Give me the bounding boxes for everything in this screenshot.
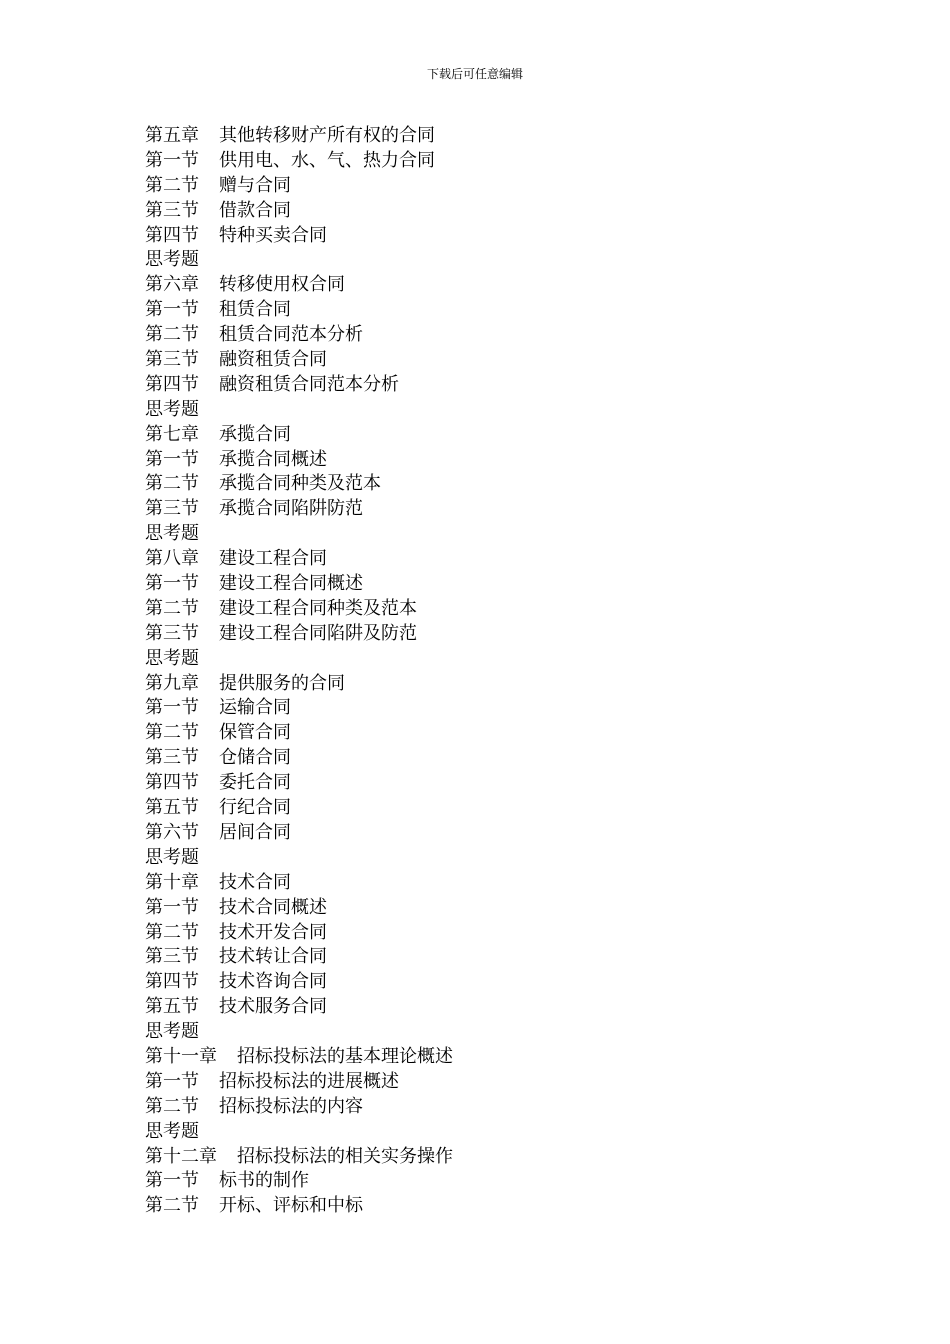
toc-entry-number: 第十一章 [145, 1045, 217, 1067]
toc-entry-number: 第二节 [145, 324, 199, 346]
toc-entry-number: 第七章 [145, 423, 199, 445]
toc-entry-title: 招标投标法的基本理论概述 [237, 1045, 453, 1067]
toc-entry-title: 建设工程合同陷阱及防范 [219, 622, 417, 644]
toc-entry-number: 第一节 [145, 697, 199, 719]
toc-entry [145, 323, 845, 348]
toc-entry [145, 522, 845, 547]
toc-entry-number: 思考题 [145, 647, 199, 669]
toc-entry [145, 298, 845, 323]
toc-entry-number: 第一节 [145, 573, 199, 595]
toc-entry [145, 945, 845, 970]
toc-entry-title: 借款合同 [219, 199, 291, 221]
toc-entry [145, 1169, 845, 1194]
toc-entry [145, 1145, 845, 1170]
toc-entry-number: 第二节 [145, 722, 199, 744]
toc-entry [145, 174, 845, 199]
toc-entry-number: 思考题 [145, 523, 199, 545]
toc-entry-number: 第五章 [145, 125, 199, 146]
toc-entry-number: 第十章 [145, 871, 199, 893]
toc-entry-title: 委托合同 [219, 772, 291, 794]
toc-entry-number: 第八章 [145, 548, 199, 570]
toc-entry-title: 运输合同 [219, 697, 291, 719]
toc-entry-number: 第三节 [145, 622, 199, 644]
toc-entry [145, 622, 845, 647]
toc-entry-title: 仓储合同 [219, 747, 291, 769]
toc-entry-number: 第四节 [145, 772, 199, 794]
toc-entry-number: 第五节 [145, 797, 199, 819]
toc-entry-title: 租赁合同范本分析 [219, 324, 363, 346]
toc-entry-number: 第二节 [145, 473, 199, 495]
toc-entry-number: 第三节 [145, 199, 199, 221]
toc-entry-title: 提供服务的合同 [219, 672, 345, 694]
toc-entry [145, 721, 845, 746]
toc-entry [145, 1020, 845, 1045]
toc-entry-title: 保管合同 [219, 722, 291, 744]
toc-entry-title: 建设工程合同种类及范本 [219, 597, 417, 619]
toc-entry [145, 149, 845, 174]
toc-entry-number: 第三节 [145, 946, 199, 968]
toc-entry-title: 融资租赁合同 [219, 349, 327, 371]
toc-entry-title: 建设工程合同 [219, 548, 327, 570]
toc-entry-number: 第三节 [145, 498, 199, 520]
toc-entry-title: 技术合同 [219, 871, 291, 893]
toc-entry-number: 第二节 [145, 1095, 199, 1117]
toc-entry [145, 821, 845, 846]
toc-entry [145, 921, 845, 946]
toc-entry [145, 497, 845, 522]
toc-entry-number: 思考题 [145, 398, 199, 420]
toc-entry-title: 转移使用权合同 [219, 274, 345, 296]
toc-entry [145, 199, 845, 224]
toc-entry-title: 技术服务合同 [219, 996, 327, 1018]
toc-entry-title: 承揽合同陷阱防范 [219, 498, 363, 520]
toc-entry-number: 第一节 [145, 149, 199, 171]
toc-entry [145, 1095, 845, 1120]
toc-entry [145, 896, 845, 921]
toc-entry [145, 547, 845, 572]
toc-entry [145, 995, 845, 1020]
table-of-contents [145, 124, 845, 1219]
toc-entry [145, 871, 845, 896]
toc-entry-number: 第一节 [145, 1070, 199, 1092]
toc-entry-title: 技术合同概述 [219, 896, 327, 918]
toc-entry [145, 771, 845, 796]
toc-entry-title: 招标投标法的进展概述 [219, 1070, 399, 1092]
toc-entry [145, 224, 845, 249]
toc-entry-title: 开标、评标和中标 [219, 1195, 363, 1217]
toc-entry-title: 供用电、水、气、热力合同 [219, 149, 435, 171]
toc-entry-number: 第九章 [145, 672, 199, 694]
toc-entry-number: 思考题 [145, 1021, 199, 1043]
toc-entry-number: 第二节 [145, 921, 199, 943]
toc-entry [145, 746, 845, 771]
toc-entry-title: 建设工程合同概述 [219, 573, 363, 595]
toc-entry-number: 思考题 [145, 1120, 199, 1142]
toc-entry [145, 273, 845, 298]
toc-entry-title: 承揽合同 [219, 423, 291, 445]
toc-entry-title: 行纪合同 [219, 797, 291, 819]
toc-entry-title: 招标投标法的内容 [219, 1095, 363, 1117]
toc-entry-number: 第四节 [145, 224, 199, 246]
toc-entry [145, 1070, 845, 1095]
toc-entry [145, 572, 845, 597]
toc-entry-title: 技术转让合同 [219, 946, 327, 968]
toc-entry-title: 租赁合同 [219, 299, 291, 321]
toc-entry [145, 846, 845, 871]
toc-entry-number: 第十二章 [145, 1145, 217, 1167]
toc-entry [145, 970, 845, 995]
toc-entry [145, 672, 845, 697]
toc-entry-number: 第三节 [145, 349, 199, 371]
toc-entry-title: 技术开发合同 [219, 921, 327, 943]
toc-entry [145, 348, 845, 373]
toc-entry-title: 赠与合同 [219, 174, 291, 196]
toc-entry [145, 1194, 845, 1219]
toc-entry-number: 第六节 [145, 821, 199, 843]
toc-entry-number: 第四节 [145, 971, 199, 993]
toc-entry [145, 248, 845, 273]
toc-entry-number: 第二节 [145, 174, 199, 196]
toc-entry-number: 第五节 [145, 996, 199, 1018]
toc-entry-number: 思考题 [145, 846, 199, 868]
toc-entry [145, 696, 845, 721]
toc-entry-title: 招标投标法的相关实务操作 [237, 1145, 453, 1167]
toc-entry-number: 第二节 [145, 1195, 199, 1217]
toc-entry-title: 承揽合同概述 [219, 448, 327, 470]
page-header-note: 下载后可任意编辑 [426, 67, 523, 81]
toc-entry [145, 647, 845, 672]
toc-entry [145, 472, 845, 497]
toc-entry-number: 第一节 [145, 896, 199, 918]
toc-entry-number: 思考题 [145, 249, 199, 271]
toc-entry-number: 第六章 [145, 274, 199, 296]
toc-entry [145, 796, 845, 821]
toc-entry [145, 124, 845, 149]
toc-entry-number: 第一节 [145, 1170, 199, 1192]
toc-entry-title: 特种买卖合同 [219, 224, 327, 246]
toc-entry [145, 423, 845, 448]
toc-entry [145, 1045, 845, 1070]
toc-entry [145, 373, 845, 398]
toc-entry-title: 其他转移财产所有权的合同 [219, 125, 435, 146]
toc-entry-number: 第一节 [145, 448, 199, 470]
toc-entry-title: 居间合同 [219, 821, 291, 843]
toc-entry [145, 398, 845, 423]
toc-entry-title: 标书的制作 [219, 1170, 309, 1192]
toc-entry-title: 技术咨询合同 [219, 971, 327, 993]
toc-entry [145, 448, 845, 473]
toc-entry-number: 第四节 [145, 373, 199, 395]
toc-entry [145, 1120, 845, 1145]
toc-entry-number: 第一节 [145, 299, 199, 321]
toc-entry-number: 第二节 [145, 597, 199, 619]
toc-entry [145, 597, 845, 622]
toc-entry-title: 融资租赁合同范本分析 [219, 373, 399, 395]
toc-entry-title: 承揽合同种类及范本 [219, 473, 381, 495]
toc-entry-number: 第三节 [145, 747, 199, 769]
